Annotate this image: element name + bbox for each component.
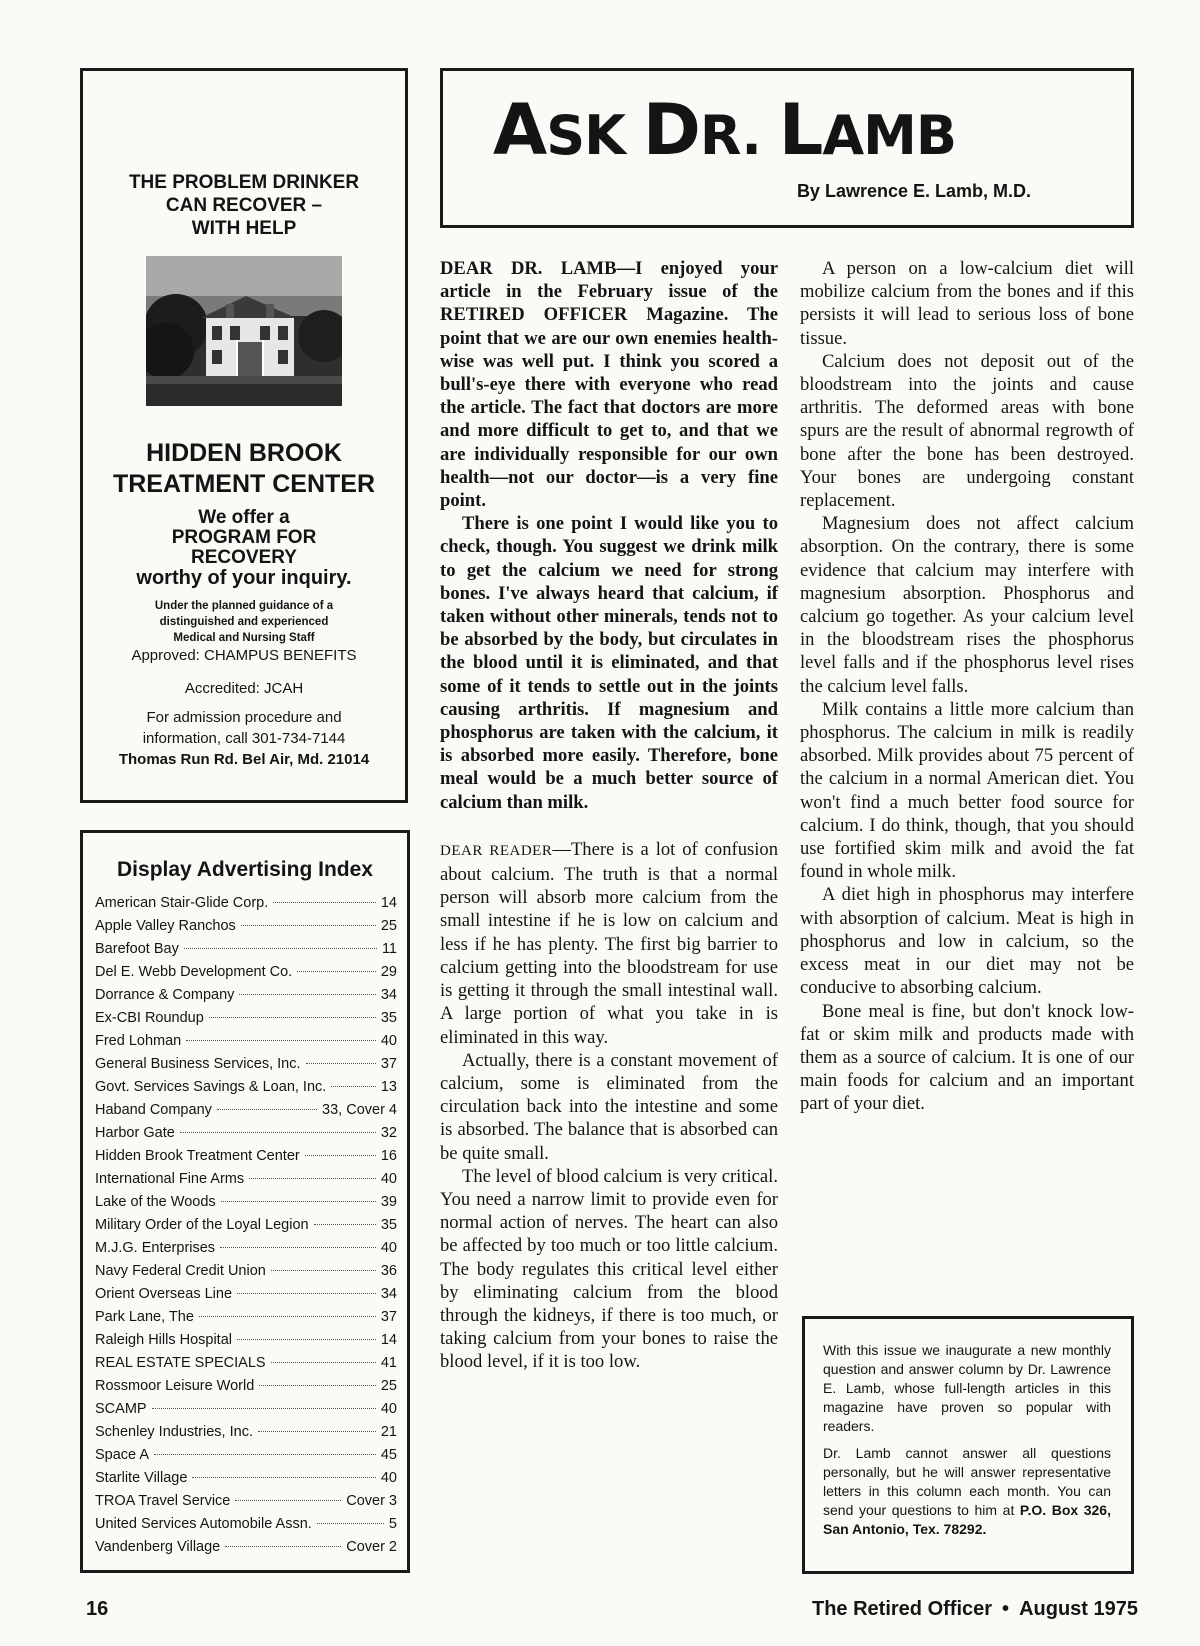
index-entry	[95, 938, 397, 961]
mansion-house-illustration	[146, 256, 342, 406]
index-entry-name: Navy Federal Credit Union	[95, 1263, 266, 1279]
index-entry-name: United Services Automobile Assn.	[95, 1516, 312, 1532]
index-entry-name: Barefoot Bay	[95, 941, 179, 957]
leader-dots	[259, 1385, 376, 1386]
doctor-reply	[440, 838, 778, 1374]
mailing-address: P.O. Box 326, San Antonio, Tex. 78292.	[823, 1502, 1111, 1537]
leader-dots	[239, 994, 375, 995]
index-entry-name: General Business Services, Inc.	[95, 1056, 301, 1072]
index-entry	[95, 1214, 397, 1237]
index-entry-name: Hidden Brook Treatment Center	[95, 1148, 300, 1164]
index-entry-page: 45	[380, 1447, 397, 1463]
reply-paragraph: DEAR READER—There is a lot of confusion about calcium. The truth is that a normal person will absorb more calcium from the small intestine if he is low on calcium and less if he has plenty. The first big barrier to calcium getting into the bloodstream for use is getting it through the small intestinal wall. A large portion of what you take in is eliminated in this way.	[440, 838, 778, 1048]
index-entry-page: 34	[380, 1286, 397, 1302]
index-entry	[95, 1513, 397, 1536]
index-entry-name: American Stair-Glide Corp.	[95, 895, 269, 911]
leader-dots	[220, 1247, 376, 1248]
leader-dots	[314, 1224, 376, 1225]
reply-paragraph: A diet high in phosphorus may interfere with absorption of calcium. Meat is high in phosphorus and low in calcium, so the excess meat in our diet may not be conducive to absorbing calcium.	[800, 884, 1134, 999]
reply-paragraph: A person on a low-calcium diet will mobilize calcium from the bones and if this persists it will lead to serious loss of bone tissue.	[800, 258, 1134, 349]
column-title: ASK DR. LAMB	[493, 89, 957, 171]
index-entry-name: International Fine Arms	[95, 1171, 245, 1187]
index-entry-page: 11	[381, 941, 397, 957]
index-entry	[95, 1536, 397, 1559]
ad-admission: For admission procedure and information, call 301-734-7144	[142, 709, 346, 747]
index-entry-name: Del E. Webb Development Co.	[95, 964, 293, 980]
index-entry-name: Vandenberg Village	[95, 1539, 221, 1555]
leader-dots	[152, 1408, 376, 1409]
index-entry	[95, 1076, 397, 1099]
leader-dots	[192, 1477, 375, 1478]
index-entry	[95, 1145, 397, 1168]
leader-dots	[297, 971, 376, 972]
leader-dots	[180, 1132, 376, 1133]
index-entry	[95, 1168, 397, 1191]
index-entry-page: 40	[380, 1470, 397, 1486]
reply-paragraph: Bone meal is fine, but don't knock low-fat or skim milk and products made with them as a source of calcium. It is one of our main foods for calcium and an important part of your diet.	[800, 1000, 1134, 1115]
leader-dots	[237, 1339, 376, 1340]
ad-headline: THE PROBLEM DRINKER CAN RECOVER – WITH HELP	[128, 172, 360, 239]
leader-dots	[235, 1500, 341, 1501]
index-entry	[95, 1191, 397, 1214]
reply-paragraph: Calcium does not deposit out of the bloodstream into the joints and cause arthritis. The deformed areas with bone spurs are the result of abnormal regrowth of bone after the bone has been destroyed. Your bones are undergoing constant replacement.	[800, 350, 1134, 512]
ad-approved: Approved: CHAMPUS BENEFITS	[131, 647, 357, 664]
index-entry-page: 13	[380, 1079, 397, 1095]
reply-paragraph: The level of blood calcium is very critical. You need a narrow limit to provide even for normal action of nerves. The heart can also be affected by too much or too little calcium. The body regulates this critical level either by eliminating calcium from the blood through the kidneys, if there is too much, or taking calcium from your bones to raise the blood level, if it is too low.	[440, 1165, 778, 1373]
column-title-box	[440, 68, 1134, 228]
hidden-brook-ad	[80, 68, 408, 803]
leader-dots	[237, 1293, 376, 1294]
index-entry-page: 36	[380, 1263, 397, 1279]
index-entry	[95, 1122, 397, 1145]
index-entry-name: Dorrance & Company	[95, 987, 235, 1003]
index-entry-page: 32	[380, 1125, 397, 1141]
letter-paragraph: There is one point I would like you to check, though. You suggest we drink milk to get the calcium we need for strong bones. I've always heard that calcium, if taken without other minerals, tends not to be absorbed by the body, but circulates in the blood until it is eliminated, and that some of it tends to settle out in the joints causing arthritis. If magnesium and phosphorus are taken with the calcium, it is absorbed more easily. Therefore, bone meal would be a much better source of calcium than milk.	[440, 513, 778, 813]
index-entry-name: Rossmoor Leisure World	[95, 1378, 255, 1394]
index-entry	[95, 1421, 397, 1444]
index-entry-page: 21	[380, 1424, 397, 1440]
index-entry	[95, 1444, 397, 1467]
index-entry-page: Cover 3	[346, 1493, 397, 1509]
reader-letter	[440, 257, 778, 814]
index-entry	[95, 1053, 397, 1076]
index-entry-page: 5	[388, 1516, 397, 1532]
index-entry-name: Starlite Village	[95, 1470, 188, 1486]
index-entry-page: 40	[380, 1171, 397, 1187]
leader-dots	[331, 1086, 376, 1087]
advertising-index	[80, 830, 410, 1573]
leader-dots	[184, 948, 377, 949]
ad-accredited: Accredited: JCAH	[184, 680, 304, 697]
index-entry	[95, 1099, 397, 1122]
index-entry	[95, 1467, 397, 1490]
leader-dots	[154, 1454, 376, 1455]
leader-dots	[225, 1546, 341, 1547]
reply-paragraph: Magnesium does not affect calcium absorption. On the contrary, there is some evidence that calcium may interfere with magnesium absorption. Phosphorus and calcium go together. As your calcium level in the bloodstream rises the phosphorus level falls and if the phosphorus level rises the calcium level falls.	[800, 513, 1134, 697]
index-entry-name: SCAMP	[95, 1401, 147, 1417]
article-column-2	[800, 257, 1134, 1116]
page-number: 16	[86, 1598, 109, 1620]
index-entry-page: 29	[380, 964, 397, 980]
letter-paragraph: DEAR DR. LAMB—I enjoyed your article in the February issue of the RETIRED OFFICER Magazine. The point that we are our own enemies health-wise was well put. I think you scored a bull's-eye there with everyone who read the article. The fact that doctors are more and more difficult to get to, and that we are individually responsible for our own health—not our doctor—is a very fine point.	[440, 258, 778, 512]
ad-offer: We offer a PROGRAM FOR RECOVERY worthy of your inquiry.	[136, 507, 352, 589]
index-entry-page: 35	[380, 1010, 397, 1026]
leader-dots	[273, 902, 376, 903]
leader-dots	[217, 1109, 317, 1110]
index-entry	[95, 1329, 397, 1352]
index-entry-page: 25	[380, 1378, 397, 1394]
index-entry-name: Space A	[95, 1447, 150, 1463]
index-entry	[95, 892, 397, 915]
byline: By Lawrence E. Lamb, M.D.	[796, 181, 1031, 201]
index-entry-name: Schenley Industries, Inc.	[95, 1424, 253, 1440]
note-paragraph: Dr. Lamb cannot answer all questions personally, but he will answer representative letters in this column each month. You can send your questions to him at P.O. Box 326, San Antonio, Tex. 78292.	[823, 1445, 1111, 1537]
ad-guidance: Under the planned guidance of a distinguished and experienced Medical and Nursing Staff	[154, 600, 334, 644]
index-entry-page: Cover 2	[346, 1539, 397, 1555]
reply-paragraph: Milk contains a little more calcium than phosphorus. The calcium in milk is readily absorbed. Milk provides about 75 percent of the calcium in a normal American diet. You won't find a much better food source for calcium. I do think, though, that you should use fortified skim milk and avoid the fat found in whole milk.	[800, 698, 1134, 883]
index-entry	[95, 1237, 397, 1260]
index-entry-name: Raleigh Hills Hospital	[95, 1332, 232, 1348]
index-entry	[95, 1030, 397, 1053]
index-entry-name: Orient Overseas Line	[95, 1286, 233, 1302]
leader-dots	[221, 1201, 376, 1202]
editor-note-box	[802, 1316, 1134, 1574]
index-entry-page: 41	[380, 1355, 397, 1371]
index-entry-name: Harbor Gate	[95, 1125, 175, 1141]
index-entry-page: 14	[380, 1332, 397, 1348]
note-paragraph: With this issue we inaugurate a new monthly question and answer column by Dr. Lawrence E. Lamb, whose full-length articles in this magazine have proven so popular with readers.	[823, 1342, 1111, 1434]
index-entry-name: REAL ESTATE SPECIALS	[95, 1355, 266, 1371]
leader-dots	[271, 1362, 376, 1363]
footer-masthead: The Retired Officer • August 1975	[812, 1598, 1138, 1620]
reply-paragraph: Actually, there is a constant movement of calcium, some is eliminated from the circulation back into the intestine and some is absorbed. The balance that is absorbed can be quite small.	[440, 1049, 778, 1164]
leader-dots	[306, 1063, 376, 1064]
index-entry	[95, 961, 397, 984]
index-title: Display Advertising Index	[117, 858, 373, 881]
index-entry-page: 33, Cover 4	[322, 1102, 397, 1118]
index-entry-page: 40	[380, 1240, 397, 1256]
ad-center-name: HIDDEN BROOK TREATMENT CENTER	[112, 439, 376, 498]
leader-dots	[249, 1178, 376, 1179]
index-entry-page: 37	[380, 1309, 397, 1325]
index-entry-name: Haband Company	[95, 1102, 212, 1118]
leader-dots	[199, 1316, 376, 1317]
index-entry-name: Govt. Services Savings & Loan, Inc.	[95, 1079, 327, 1095]
index-entry-name: Ex-CBI Roundup	[95, 1010, 204, 1026]
leader-dots	[258, 1431, 376, 1432]
index-entry	[95, 1398, 397, 1421]
index-entry	[95, 915, 397, 938]
index-entry-name: Lake of the Woods	[95, 1194, 216, 1210]
index-entry-page: 35	[380, 1217, 397, 1233]
leader-dots	[317, 1523, 384, 1524]
index-entry	[95, 984, 397, 1007]
index-entry-name: Fred Lohman	[95, 1033, 182, 1049]
index-entry	[95, 1490, 397, 1513]
article-column-1	[440, 257, 778, 1374]
index-entry-page: 40	[380, 1033, 397, 1049]
reply-salutation: DEAR READER	[440, 842, 553, 859]
index-entry-page: 40	[380, 1401, 397, 1417]
ad-address: Thomas Run Rd. Bel Air, Md. 21014	[118, 751, 370, 768]
leader-dots	[305, 1155, 376, 1156]
index-entry-name: Military Order of the Loyal Legion	[95, 1217, 309, 1233]
index-entry	[95, 1283, 397, 1306]
index-entry-page: 25	[380, 918, 397, 934]
index-entry	[95, 1352, 397, 1375]
leader-dots	[209, 1017, 376, 1018]
leader-dots	[186, 1040, 376, 1041]
index-entry	[95, 1260, 397, 1283]
index-entry	[95, 1306, 397, 1329]
leader-dots	[271, 1270, 376, 1271]
index-entry-page: 16	[380, 1148, 397, 1164]
index-entry	[95, 1007, 397, 1030]
index-entry-name: M.J.G. Enterprises	[95, 1240, 216, 1256]
index-entry-name: Park Lane, The	[95, 1309, 194, 1325]
leader-dots	[241, 925, 376, 926]
index-entry	[95, 1375, 397, 1398]
index-entry-page: 34	[380, 987, 397, 1003]
index-entry-page: 14	[380, 895, 397, 911]
index-list	[83, 892, 407, 1559]
index-entry-name: Apple Valley Ranchos	[95, 918, 236, 934]
index-entry-name: TROA Travel Service	[95, 1493, 231, 1509]
index-entry-page: 37	[380, 1056, 397, 1072]
index-entry-page: 39	[380, 1194, 397, 1210]
